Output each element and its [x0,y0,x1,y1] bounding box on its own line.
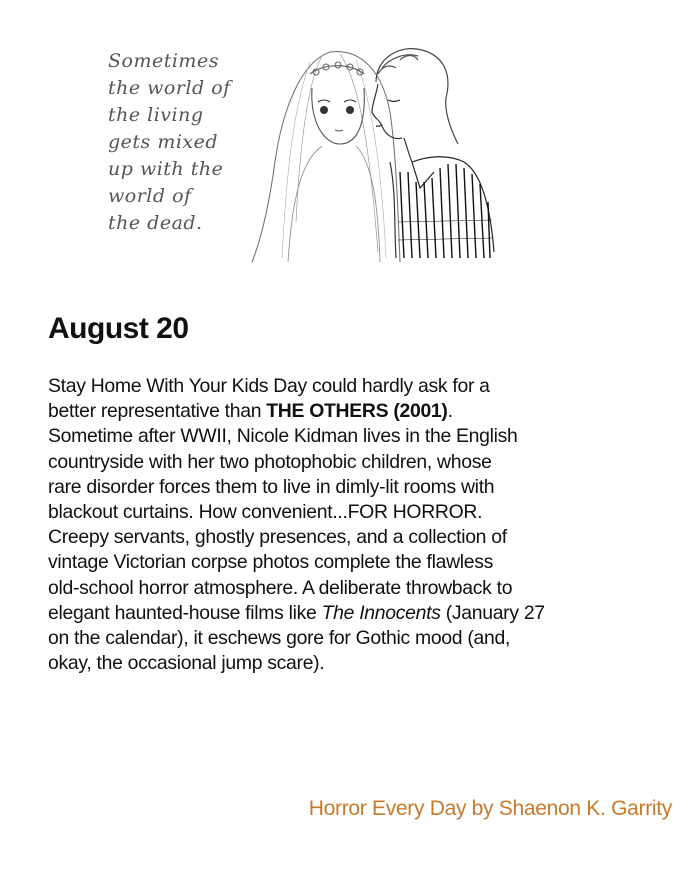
review-line [48,626,658,651]
caption-line: Sometimes [108,50,219,72]
review-text-segment: Stay Home With Your Kids Day could hardly ask for a [48,375,490,397]
review-text-segment: on the calendar), it eschews gore for Gothic mood (and, [48,627,511,650]
review-line [48,500,658,525]
review-text-segment: vintage Victorian corpse photos complete the flawless [48,551,494,574]
review-text-segment: Creepy servants, ghostly presences, and a collection of [48,526,507,549]
review-line [48,601,658,626]
review-text-segment: elegant haunted-house films like [48,601,322,624]
review-line [48,475,658,500]
referenced-film-title: The Innocents [321,601,441,624]
review-text-segment: . [447,400,453,423]
caption-line: gets mixed [108,131,219,153]
review-line [48,399,658,424]
review-text [48,374,658,676]
caption-line: the world of [108,77,231,99]
caption-line: the dead. [108,212,203,234]
girl-in-veil-icon [252,52,400,262]
date-heading: August 20 [48,312,189,345]
review-text-segment: better representative than [48,400,267,423]
review-line [48,424,658,449]
author-credit: Horror Every Day by Shaenon K. Garrity [308,797,672,820]
review-text-segment: Sometime after WWII, Nicole Kidman lives in the English [48,425,518,448]
review-line [48,576,658,601]
review-text-segment: blackout curtains. How convenient...FOR HORROR. [48,501,483,524]
caption-line: world of [108,185,192,207]
review-text-segment: rare disorder forces them to live in dimly-lit rooms with [48,475,495,498]
caption-line: up with the [108,158,224,180]
review-text-segment: okay, the occasional jump scare). [48,652,325,675]
review-text-segment: (January 27 [440,601,545,624]
review-line [48,550,658,575]
review-line [48,525,658,550]
caption-line: the living [108,104,204,126]
review-text-segment: countryside with her two photophobic children, whose [48,450,492,473]
woman-kissing-icon [372,49,494,258]
review-line [48,374,658,399]
handwritten-caption [108,48,258,237]
film-title: THE OTHERS (2001) [266,400,448,423]
review-line [48,651,658,676]
review-line [48,450,658,475]
review-text-segment: old-school horror atmosphere. A deliberate throwback to [48,576,513,599]
